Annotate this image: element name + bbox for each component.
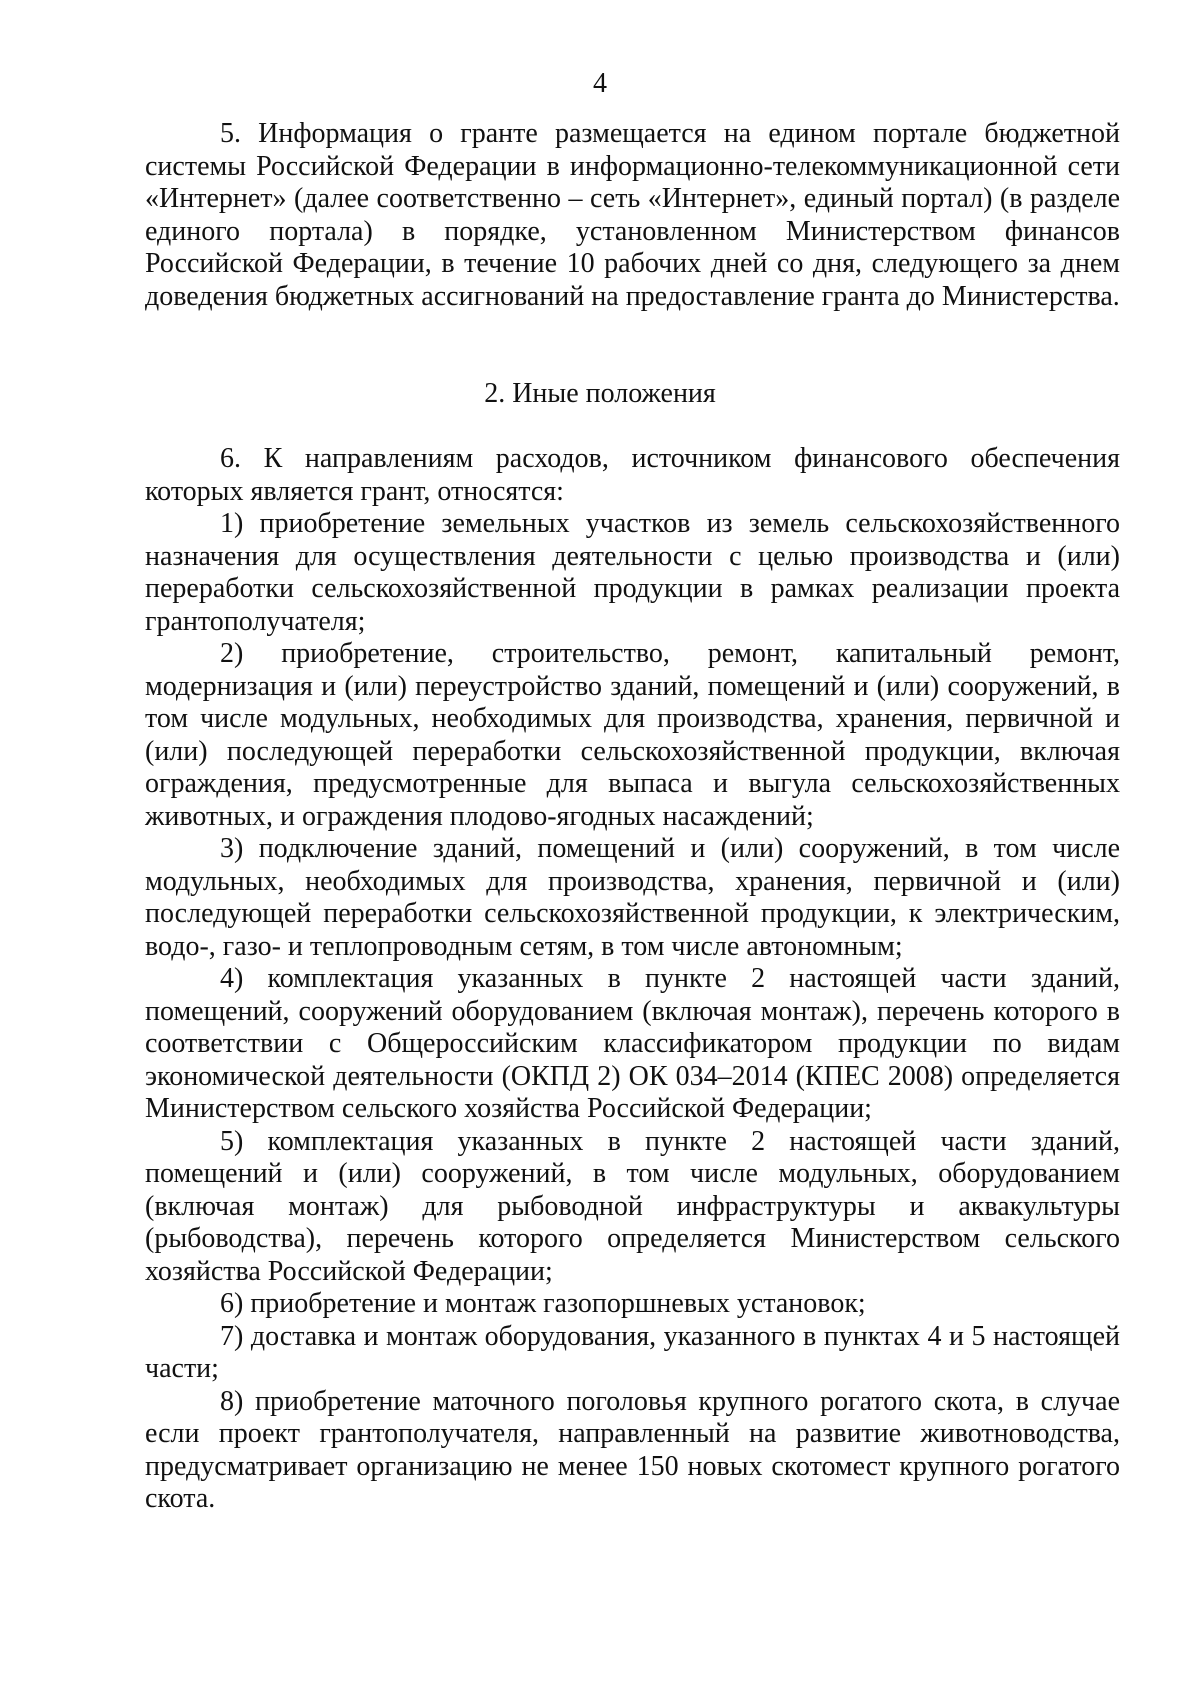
list-item-3: 3) подключение зданий, помещений и (или) сооружений, в том числе модульных, необходимых для производства, хранения, первичной и (или) последующей переработки сельскохозяйственной продукции, к электрическим, водо-, газо- и теплопроводным сетям, в том числе автономным; bbox=[145, 833, 1120, 962]
list-item-6: 6) приобретение и монтаж газопоршневых установок; bbox=[220, 1288, 866, 1319]
paragraph-block-top bbox=[145, 118, 1120, 313]
list-item-2: 2) приобретение, строительство, ремонт, капитальный ремонт, модернизация и (или) переустройство зданий, помещений и (или) сооружений, в том числе модульных, необходимых для производства, хранения, первичной и (или) последующей переработки сельскохозяйственной продукции, включая ограждения, предусмотренные для выпаса и выгула сельскохозяйственных животных, и ограждения плодово-ягодных насаждений; bbox=[145, 638, 1120, 832]
list-item-8: 8) приобретение маточного поголовья крупного рогатого скота, в случае если проект грантополучателя, направленный на развитие животноводства, предусматривает организацию не менее 150 новых скотомест крупного рогатого скота. bbox=[145, 1385, 1120, 1514]
list-item-1: 1) приобретение земельных участков из земель сельскохозяйственного назначения для осуществления деятельности с целью производства и (или) переработки сельскохозяйственной продукции в рамках реализации проекта грантополучателя; bbox=[145, 508, 1120, 637]
page-number: 4 bbox=[593, 68, 607, 99]
list-item-7: 7) доставка и монтаж оборудования, указанного в пунктах 4 и 5 настоящей части; bbox=[145, 1320, 1120, 1384]
paragraph-block-main bbox=[145, 443, 1120, 1516]
paragraph-5: 5. Информация о гранте размещается на едином портале бюджетной системы Российской Федерации в информационно-телекоммуникационной сети «Интернет» (далее соответственно – сеть «Интернет», единый портал) (в разделе единого портала) в порядке, установленном Министерством финансов Российской Федерации, в течение 10 рабочих дней со дня, следующего за днем доведения бюджетных ассигнований на предоставление гранта до Министерства. bbox=[145, 118, 1120, 312]
list-item-4: 4) комплектация указанных в пункте 2 настоящей части зданий, помещений, сооружений оборудованием (включая монтаж), перечень которого в соответствии с Общероссийским классификатором продукции по видам экономической деятельности (ОКПД 2) ОК 034–2014 (КПЕС 2008) определяется Министерством сельского хозяйства Российской Федерации; bbox=[145, 963, 1120, 1124]
list-item-5: 5) комплектация указанных в пункте 2 настоящей части зданий, помещений и (или) сооружений, в том числе модульных, оборудованием (включая монтаж) для рыбоводной инфраструктуры и аквакультуры (рыбоводства), перечень которого определяется Министерством сельского хозяйства Российской Федерации; bbox=[145, 1125, 1120, 1287]
paragraph-6: 6. К направлениям расходов, источником финансового обеспечения которых является грант, относятся: bbox=[145, 443, 1120, 507]
section-heading: 2. Иные положения bbox=[484, 378, 716, 409]
